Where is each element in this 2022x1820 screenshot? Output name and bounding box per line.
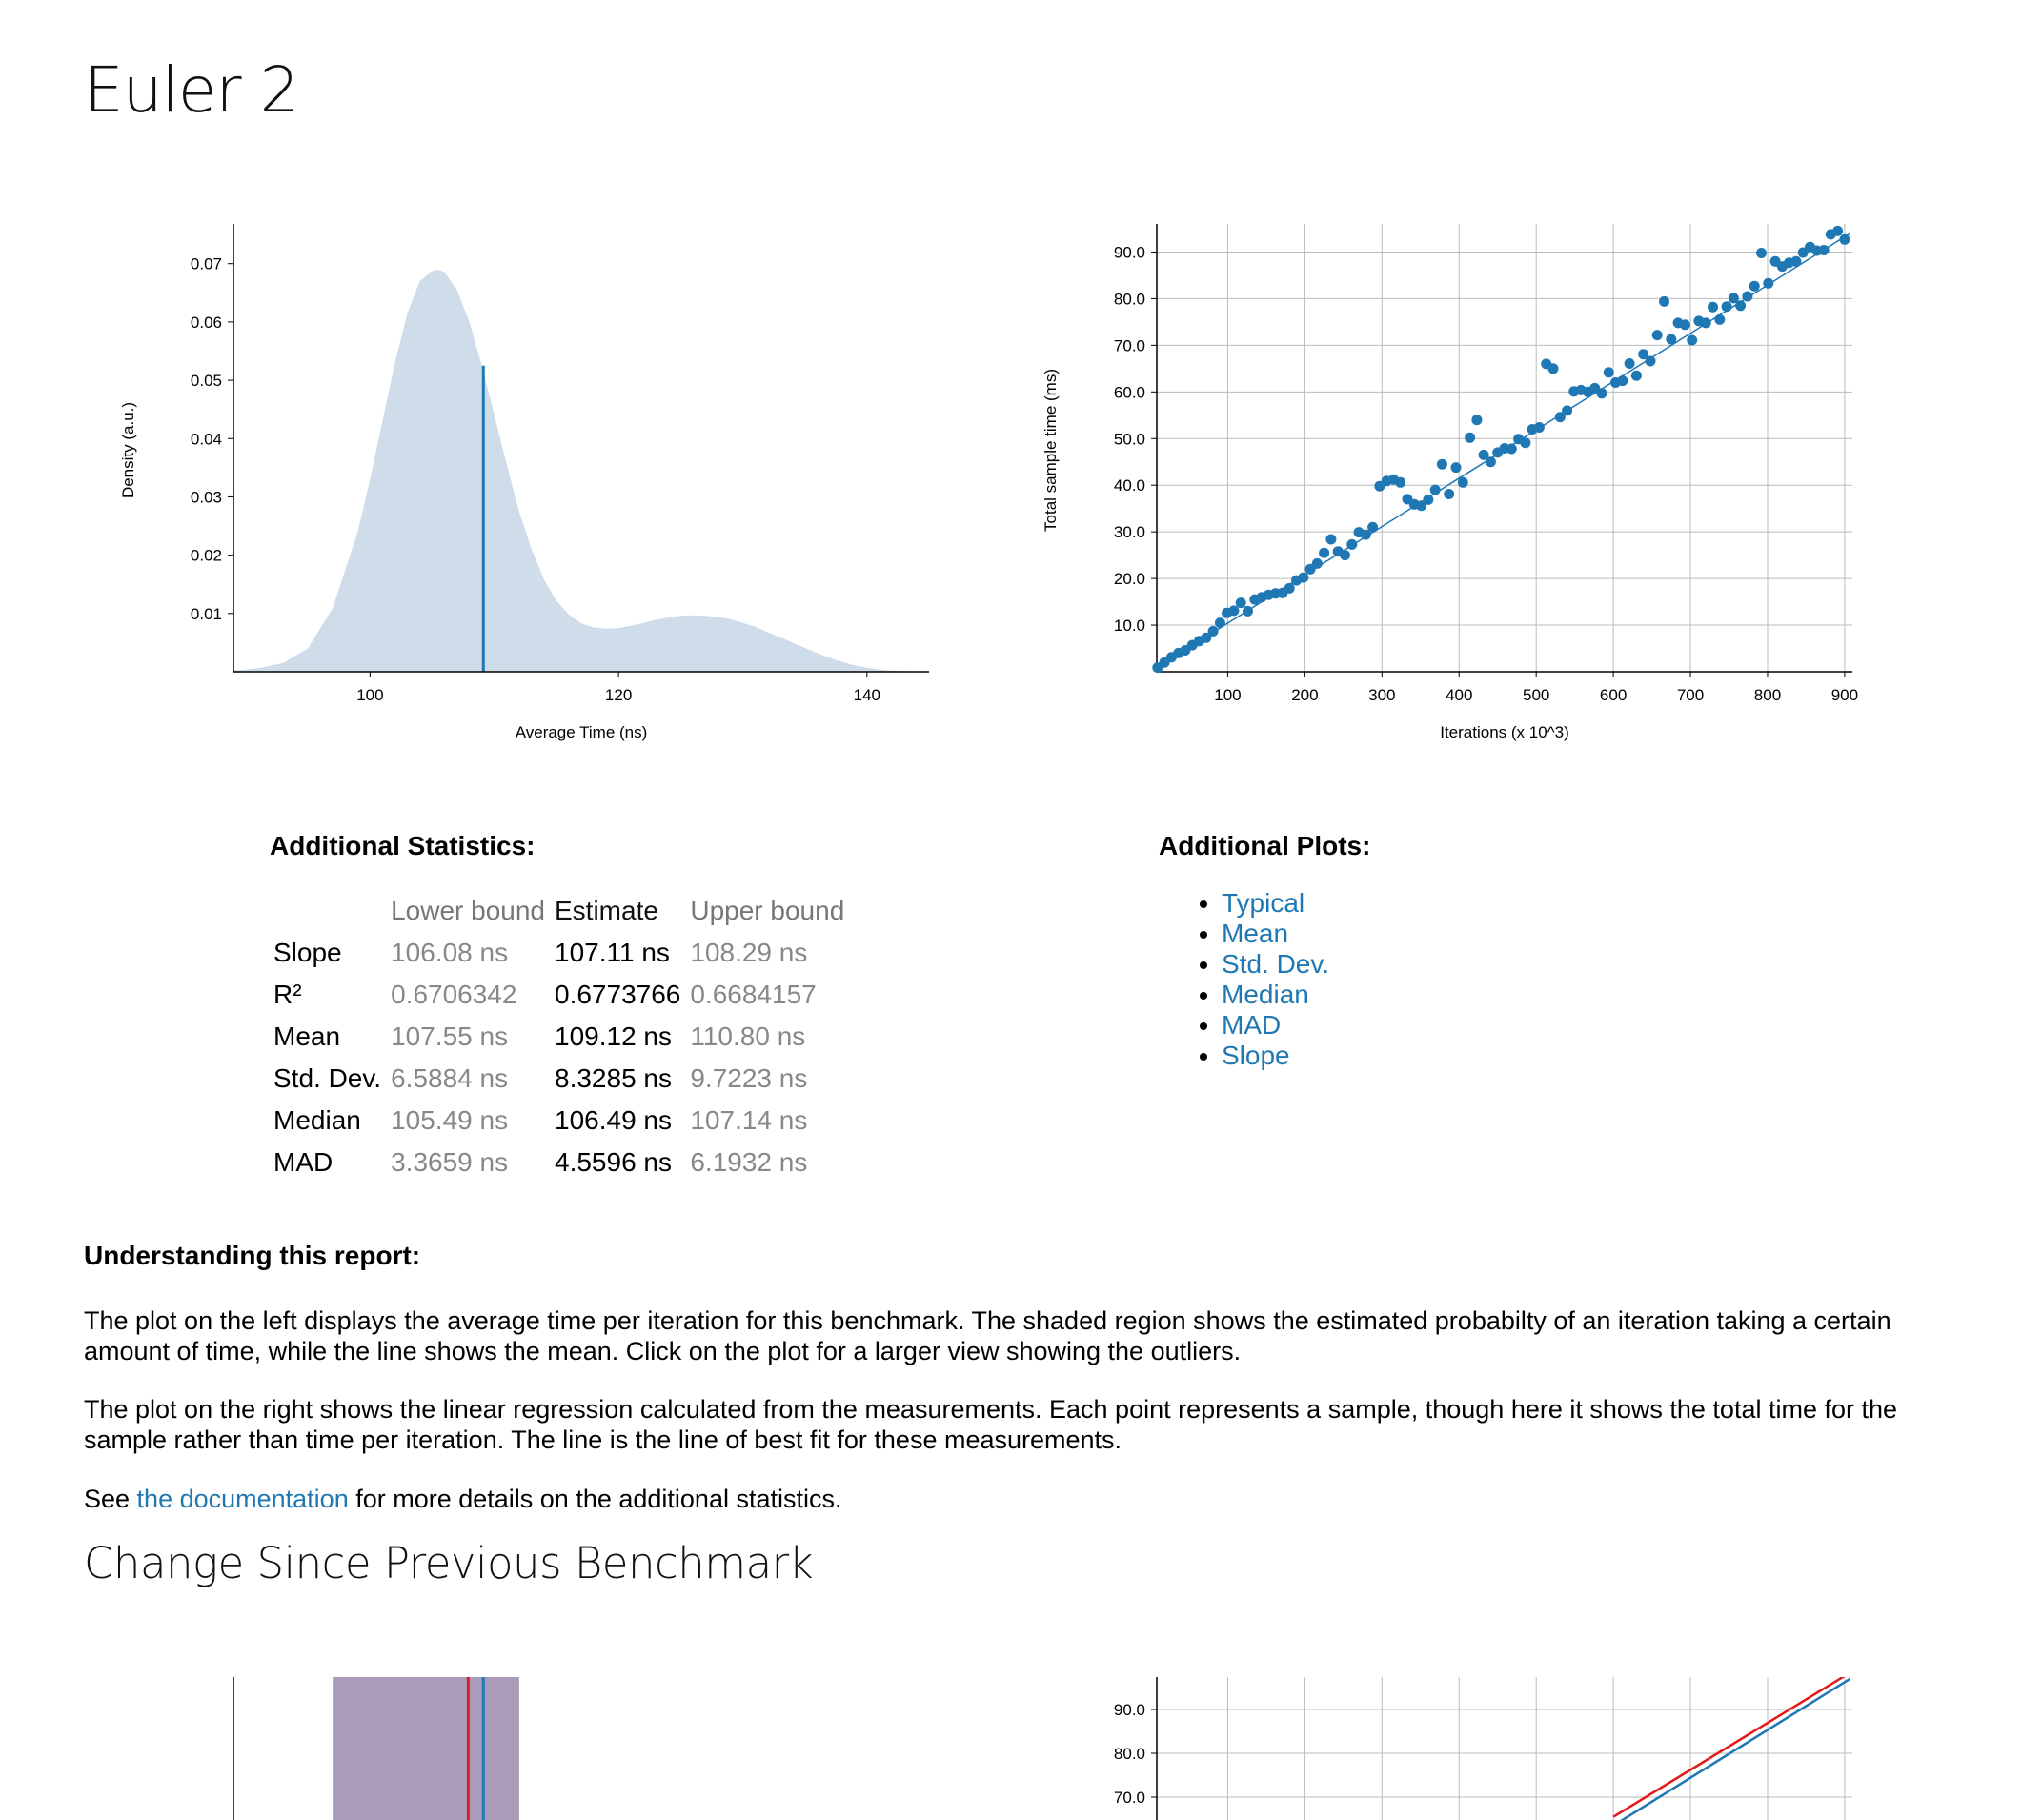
- data-point: [1701, 317, 1711, 328]
- data-point: [1617, 375, 1628, 386]
- plot-link-typical[interactable]: Typical: [1222, 888, 1305, 918]
- data-point: [1486, 456, 1496, 467]
- data-point: [1763, 278, 1773, 289]
- stats-row-mad: [270, 1142, 850, 1183]
- data-point: [1548, 363, 1559, 374]
- data-point: [1749, 281, 1760, 292]
- data-point: [1832, 226, 1843, 236]
- pdf-area: [233, 270, 929, 672]
- doc-sentence-end: for more details on the additional statistics.: [348, 1485, 842, 1513]
- data-point: [1208, 626, 1219, 637]
- x-tick-label: 100: [356, 686, 384, 704]
- data-point: [1819, 245, 1830, 255]
- y-tick-label: 70.0: [1113, 336, 1145, 355]
- x-tick-label: 500: [1522, 686, 1550, 704]
- stats-upper: 0.6684157: [690, 980, 817, 1009]
- y-tick-label: 20.0: [1113, 570, 1145, 589]
- stats-row-stddev: [270, 1058, 850, 1100]
- stats-upper: 108.29 ns: [690, 938, 808, 967]
- data-point: [1430, 485, 1441, 495]
- y-tick-label: 0.05: [190, 372, 222, 391]
- data-point: [1687, 335, 1697, 346]
- stats-upper: 6.1932 ns: [690, 1147, 808, 1177]
- stats-lower: 6.5884 ns: [391, 1063, 509, 1093]
- stats-col-estimate: Estimate: [555, 896, 658, 925]
- data-point: [1666, 334, 1676, 345]
- data-point: [1722, 301, 1732, 312]
- data-point: [1534, 422, 1545, 433]
- plots-heading: Additional Plots:: [1159, 831, 1371, 860]
- data-point: [1346, 539, 1357, 550]
- data-point: [1735, 300, 1746, 311]
- x-tick-label: 200: [1291, 686, 1319, 704]
- data-point: [1395, 477, 1405, 488]
- stats-label: MAD: [273, 1147, 334, 1177]
- stats-label: Std. Dev.: [273, 1063, 382, 1093]
- data-point: [1520, 437, 1530, 448]
- documentation-link[interactable]: the documentation: [136, 1485, 349, 1513]
- data-point: [1298, 573, 1308, 583]
- data-point: [1562, 405, 1572, 415]
- y-tick-label: 0.04: [190, 430, 222, 449]
- change-fit-line: [1613, 1677, 1850, 1817]
- x-tick-label: 400: [1446, 686, 1473, 704]
- data-point: [1458, 477, 1468, 488]
- stats-row-mean: [270, 1016, 850, 1058]
- stats-estimate: 107.11 ns: [555, 938, 670, 967]
- change-fit-line: [1613, 1679, 1850, 1820]
- stats-lower: 107.55 ns: [391, 1021, 509, 1051]
- data-point: [1325, 535, 1336, 545]
- y-axis-label: Total sample time (ms): [1041, 369, 1060, 532]
- data-point: [1625, 358, 1635, 369]
- stats-label: Mean: [273, 1021, 341, 1051]
- stats-estimate: 109.12 ns: [555, 1021, 672, 1051]
- plot-link-mad[interactable]: MAD: [1222, 1010, 1282, 1040]
- data-point: [1790, 256, 1801, 267]
- plots-list-item: [1222, 919, 1329, 949]
- data-point: [1714, 314, 1725, 325]
- data-point: [1437, 459, 1447, 470]
- data-point: [1471, 415, 1482, 425]
- stats-label: R²: [273, 980, 302, 1009]
- stats-label: Slope: [273, 938, 342, 967]
- y-tick-label: 0.07: [190, 254, 222, 273]
- stats-heading: Additional Statistics:: [270, 831, 536, 860]
- plot-link-median[interactable]: Median: [1222, 980, 1309, 1009]
- y-axis-label: Density (a.u.): [119, 401, 137, 499]
- y-tick-label: 30.0: [1113, 523, 1145, 542]
- stats-label: Median: [273, 1105, 361, 1135]
- stats-lower: 0.6706342: [391, 980, 517, 1009]
- understanding-heading: Understanding this report:: [84, 1241, 421, 1270]
- x-tick-label: 900: [1830, 686, 1859, 704]
- stats-col-upper: Upper bound: [690, 896, 845, 925]
- plot-link-stddev[interactable]: Std. Dev.: [1222, 949, 1330, 979]
- stats-row-median: [270, 1100, 850, 1142]
- stats-estimate: 8.3285 ns: [555, 1063, 672, 1093]
- data-point: [1597, 388, 1607, 398]
- x-axis-label: Average Time (ns): [515, 723, 648, 741]
- y-tick-label: 40.0: [1113, 476, 1145, 495]
- data-point: [1742, 292, 1752, 302]
- stats-estimate: 4.5596 ns: [555, 1147, 672, 1177]
- y-tick-label: 90.0: [1113, 1701, 1145, 1719]
- y-tick-label: 60.0: [1113, 383, 1145, 402]
- stats-header-row: [270, 890, 850, 932]
- plot-link-slope[interactable]: Slope: [1222, 1041, 1290, 1070]
- data-point: [1312, 558, 1323, 569]
- understanding-paragraph-3: [84, 1484, 1942, 1514]
- stats-lower: 105.49 ns: [391, 1105, 509, 1135]
- y-tick-label: 70.0: [1113, 1789, 1145, 1807]
- data-point: [1444, 489, 1454, 499]
- understanding-paragraph-1: The plot on the left displays the average time per iteration for this benchmark. The shaded region shows the estimated probabilty of an iteration taking a certain amount of time, while the line shows the mean. Click on the plot for a larger view showing the outliers.: [84, 1306, 1891, 1365]
- stats-estimate: 106.49 ns: [555, 1105, 672, 1135]
- data-point: [1646, 356, 1656, 367]
- x-tick-label: 300: [1368, 686, 1396, 704]
- y-tick-label: 0.06: [190, 313, 222, 332]
- x-tick-label: 600: [1599, 686, 1628, 704]
- y-tick-label: 50.0: [1113, 430, 1145, 449]
- y-tick-label: 80.0: [1113, 1745, 1145, 1763]
- data-point: [1367, 522, 1378, 533]
- data-point: [1284, 583, 1295, 594]
- data-point: [1465, 433, 1475, 443]
- y-tick-label: 10.0: [1113, 617, 1145, 636]
- y-tick-label: 0.01: [190, 604, 222, 623]
- change-section-title: Change Since Previous Benchmark: [84, 1538, 814, 1588]
- page-title: Euler 2: [84, 53, 299, 127]
- stats-upper: 9.7223 ns: [690, 1063, 808, 1093]
- data-point: [1451, 462, 1462, 473]
- data-point: [1604, 367, 1614, 377]
- y-tick-label: 0.03: [190, 488, 222, 507]
- x-tick-label: 120: [604, 686, 633, 704]
- regression-chart[interactable]: [1029, 210, 1887, 762]
- change-regression-chart[interactable]: [1029, 1677, 1887, 1820]
- data-point: [1506, 444, 1517, 455]
- stats-row-r2: [270, 974, 850, 1016]
- x-tick-label: 100: [1214, 686, 1242, 704]
- plots-list-item: [1222, 949, 1329, 980]
- change-pdf-area: [333, 1677, 519, 1820]
- data-point: [1423, 495, 1433, 505]
- y-tick-label: 80.0: [1113, 290, 1145, 309]
- data-point: [1652, 330, 1663, 340]
- data-point: [1228, 605, 1239, 616]
- data-point: [1756, 248, 1767, 258]
- stats-lower: 3.3659 ns: [391, 1147, 509, 1177]
- x-axis-label: Iterations (x 10^3): [1440, 723, 1569, 741]
- stats-estimate: 0.6773766: [555, 980, 681, 1009]
- data-point: [1708, 302, 1718, 313]
- data-point: [1839, 234, 1850, 245]
- plots-list-item: [1222, 888, 1329, 919]
- plots-list: [1183, 888, 1329, 1071]
- change-pdf-chart[interactable]: [95, 1677, 953, 1820]
- data-point: [1215, 617, 1225, 628]
- data-point: [1659, 296, 1669, 307]
- x-tick-label: 140: [853, 686, 881, 704]
- data-point: [1680, 319, 1690, 330]
- stats-col-lower: Lower bound: [391, 896, 545, 925]
- plots-list-item: [1222, 1041, 1329, 1071]
- data-point: [1319, 548, 1329, 558]
- data-point: [1236, 597, 1246, 608]
- stats-lower: 106.08 ns: [391, 938, 509, 967]
- plots-list-item: [1222, 980, 1329, 1010]
- doc-sentence-start: See: [84, 1485, 137, 1513]
- y-tick-label: 90.0: [1113, 243, 1145, 262]
- stats-row-slope: [270, 932, 850, 974]
- plots-list-item: [1222, 1010, 1329, 1041]
- x-tick-label: 800: [1753, 686, 1782, 704]
- pdf-chart[interactable]: [95, 210, 953, 762]
- data-point: [1340, 550, 1350, 560]
- stats-header-empty: [270, 890, 387, 932]
- stats-upper: 110.80 ns: [690, 1021, 806, 1051]
- y-tick-label: 0.02: [190, 546, 222, 565]
- stats-table: [270, 890, 850, 1183]
- plot-link-mean[interactable]: Mean: [1222, 919, 1289, 948]
- understanding-paragraph-2: The plot on the right shows the linear regression calculated from the measurements. Each point represents a sample, though here it shows the total time for the sample rather than time per iteration. The line is the line of best fit for these measurements.: [84, 1395, 1898, 1454]
- stats-upper: 107.14 ns: [690, 1105, 808, 1135]
- x-tick-label: 700: [1676, 686, 1705, 704]
- data-point: [1243, 606, 1253, 617]
- data-point: [1631, 371, 1642, 381]
